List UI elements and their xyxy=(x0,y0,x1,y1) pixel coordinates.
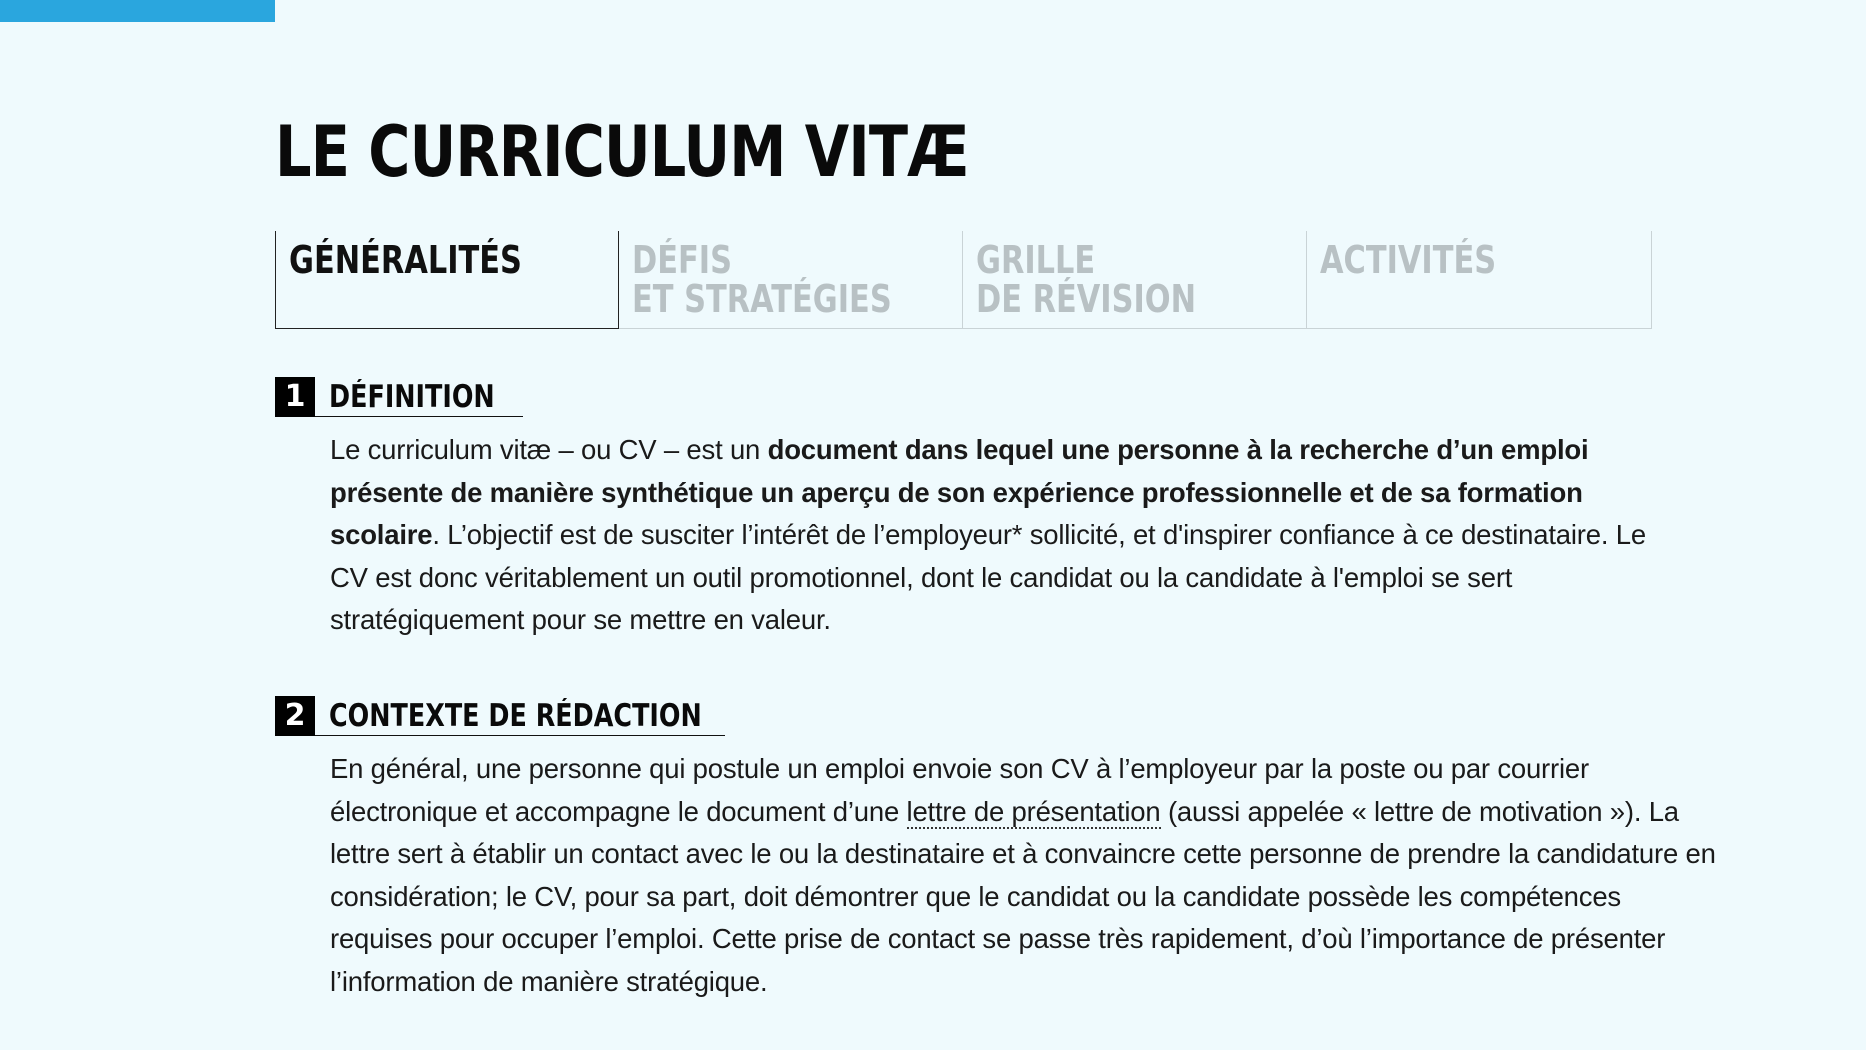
section-title: DÉFINITION xyxy=(329,379,495,415)
section-heading xyxy=(275,696,1675,736)
section-contexte-de-redaction xyxy=(275,696,1716,1004)
section-number: 1 xyxy=(275,377,315,417)
page-title: LE CURRICULUM VITÆ xyxy=(275,111,969,193)
context-text-end: (aussi appelée « lettre de motivation »). La lettre sert à établir un contact avec le ou la destinataire et à convaincre cette personne de prendre la candidature en considération; le CV, pour sa part, doit démontrer que le candidat ou la candidate possède les compétences requises pour occuper l’emploi. Cette prise de contact se passe très rapidement, d’où l’importance de présenter l’information de manière stratégique. xyxy=(330,795,1716,997)
tab-grille-de-revision[interactable] xyxy=(963,231,1307,328)
tab-generalites[interactable] xyxy=(275,231,619,329)
context-paragraph xyxy=(330,748,1720,1004)
section-body xyxy=(330,748,1720,1004)
definition-emphasis: document dans lequel une personne à la recherche d’un emploi présente de manière synthétique un aperçu de son expérience professionnelle et de sa formation scolaire xyxy=(330,434,1589,551)
section-heading xyxy=(275,377,1675,417)
tab-label: GÉNÉRALITÉS xyxy=(289,238,522,282)
section-number: 2 xyxy=(275,696,315,736)
tab-label: DÉFIS xyxy=(632,238,732,282)
definition-rest: . L’objectif est de susciter l’intérêt de l’employeur* sollicité, et d'inspirer confiance à ce destinataire. Le CV est donc véritablement un outil promotionnel, dont le candidat ou la candidate à l'emploi se sert stratégiquement pour se mettre en valeur. xyxy=(330,519,1646,636)
tab-label-line2: ET STRATÉGIES xyxy=(632,277,892,321)
definition-intro: Le curriculum vitæ – ou CV – est un xyxy=(330,434,768,465)
definition-paragraph xyxy=(330,429,1690,642)
accent-bar xyxy=(0,0,275,22)
section-title-underline xyxy=(315,696,725,736)
section-title-underline xyxy=(315,377,523,417)
lettre-de-presentation-link[interactable]: lettre de présentation xyxy=(906,795,1161,827)
tab-label-line2: DE RÉVISION xyxy=(976,277,1197,321)
section-title: CONTEXTE DE RÉDACTION xyxy=(329,698,702,734)
tab-defis-et-strategies[interactable] xyxy=(619,231,963,328)
tab-label: GRILLE xyxy=(976,238,1096,282)
tab-bar xyxy=(275,231,1652,329)
tab-label: ACTIVITÉS xyxy=(1320,238,1497,282)
tab-activites[interactable] xyxy=(1307,231,1652,328)
section-body xyxy=(330,429,1690,642)
section-definition xyxy=(275,377,1675,642)
context-text-start: En général, une personne qui postule un emploi envoie son CV à l’employeur par la poste ou par courrier électronique et accompagne le document d’une xyxy=(330,753,1589,827)
